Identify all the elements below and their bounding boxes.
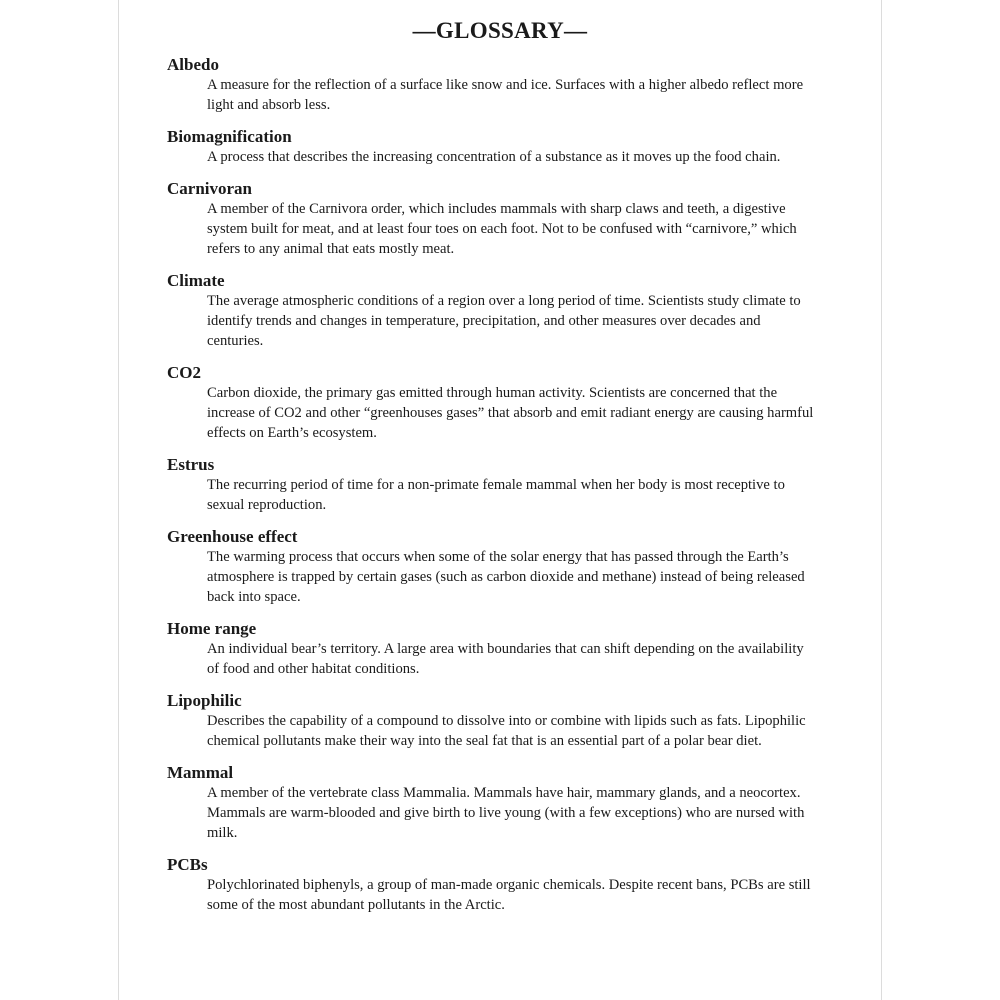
- glossary-entry-carnivoran: [167, 178, 867, 259]
- glossary-definition: Carbon dioxide, the primary gas emitted through human activity. Scientists are concerned that the increase of CO2 and other “greenhouses gases” that absorb and emit radiant energy are causing harmful effects on Earth’s ecosystem.: [207, 385, 814, 441]
- glossary-term: Carnivoran: [167, 179, 252, 198]
- glossary-term: Greenhouse effect: [167, 527, 298, 546]
- glossary-entry-home-range: [167, 618, 867, 679]
- glossary-definition: The average atmospheric conditions of a region over a long period of time. Scientists study climate to identify trends and changes in temperature, precipitation, and other measures over decades and centuries.: [207, 293, 801, 349]
- glossary-definition: Describes the capability of a compound to dissolve into or combine with lipids such as fats. Lipophilic chemical pollutants make their way into the seal fat that is an essential part of a polar bear diet.: [207, 713, 806, 749]
- glossary-entry-mammal: [167, 762, 867, 843]
- glossary-definition: A member of the vertebrate class Mammalia. Mammals have hair, mammary glands, and a neocortex. Mammals are warm-blooded and give birth to live young (with a few exceptions) who are nursed with milk.: [207, 785, 805, 841]
- glossary-term: Climate: [167, 271, 225, 290]
- glossary-term: Biomagnification: [167, 127, 292, 146]
- glossary-term: Mammal: [167, 763, 234, 782]
- glossary-definition: A measure for the reflection of a surface like snow and ice. Surfaces with a higher albedo reflect more light and absorb less.: [207, 77, 804, 113]
- glossary-definition: Polychlorinated biphenyls, a group of man-made organic chemicals. Despite recent bans, PCBs are still some of the most abundant pollutants in the Arctic.: [207, 877, 811, 913]
- glossary-term: Albedo: [167, 55, 219, 74]
- glossary-entry-estrus: [167, 454, 867, 515]
- glossary-term: CO2: [167, 363, 201, 382]
- glossary-list: [167, 54, 867, 926]
- glossary-definition: A process that describes the increasing concentration of a substance as it moves up the food chain.: [207, 149, 781, 165]
- glossary-entry-greenhouse-effect: [167, 526, 867, 607]
- glossary-entry-lipophilic: [167, 690, 867, 751]
- glossary-definition: The warming process that occurs when some of the solar energy that has passed through the Earth’s atmosphere is trapped by certain gases (such as carbon dioxide and methane) instead of being released back into space.: [207, 549, 805, 605]
- glossary-definition: An individual bear’s territory. A large area with boundaries that can shift depending on the availability of food and other habitat conditions.: [207, 641, 804, 677]
- glossary-definition: The recurring period of time for a non-primate female mammal when her body is most receptive to sexual reproduction.: [207, 477, 785, 513]
- page-title: —GLOSSARY—: [412, 18, 588, 43]
- glossary-term: Lipophilic: [167, 691, 242, 710]
- glossary-term: Estrus: [167, 455, 215, 474]
- glossary-entry-biomagnification: [167, 126, 867, 167]
- glossary-term: PCBs: [167, 855, 208, 874]
- glossary-entry-pcbs: [167, 854, 867, 915]
- glossary-definition: A member of the Carnivora order, which includes mammals with sharp claws and teeth, a digestive system built for meat, and at least four toes on each foot. Not to be confused with “carnivore,” which refers to any animal that eats mostly meat.: [207, 201, 797, 257]
- glossary-entry-albedo: [167, 54, 867, 115]
- glossary-page: [118, 0, 882, 1000]
- glossary-entry-co2: [167, 362, 867, 443]
- glossary-entry-climate: [167, 270, 867, 351]
- glossary-term: Home range: [167, 619, 257, 638]
